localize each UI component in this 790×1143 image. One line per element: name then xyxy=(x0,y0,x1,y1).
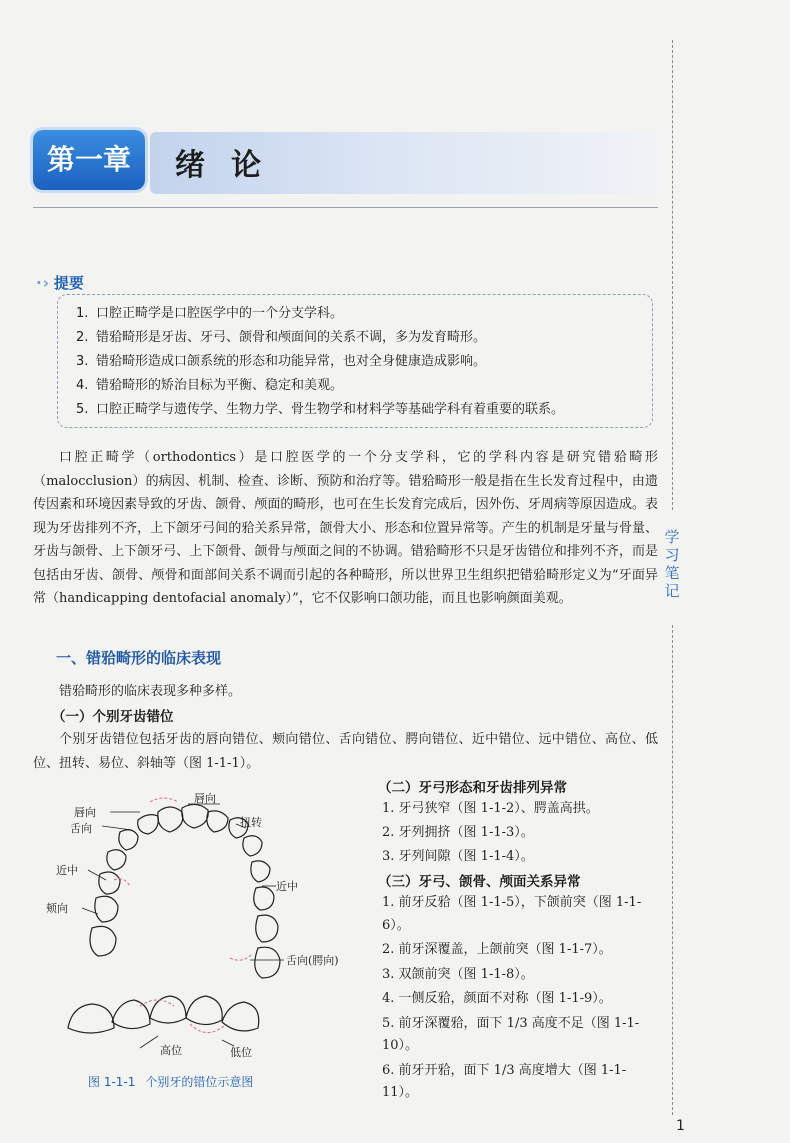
list-item: 1. 前牙反𬌗（图 1-1-5），下颌前突（图 1-1-6）。 xyxy=(382,895,642,933)
summary-item: 1. 口腔正畸学是口腔医学中的一个分支学科。 xyxy=(76,306,344,321)
list-item: 3. 双颌前突（图 1-1-8）。 xyxy=(382,966,534,982)
summary-item: 4. 错𬌗畸形的矫治目标为平衡、稳定和美观。 xyxy=(76,378,344,393)
subsection-3-list xyxy=(382,892,658,1105)
intro-paragraph: 口腔正畸学（orthodontics）是口腔医学的一个分支学科，它的学科内容是研究错𬌗畸形（malocclusion）的病因、机制、检查、诊断、预防和治疗等。错𬌗畸形一般是指在生长发育过程中，由遗传因素和环境因素导致的牙齿、颌骨、颅面的畸形，也可在生长发育完成后，因外伤、牙周病等原因造成。表现为牙齿排列不齐，上下颌牙弓间的𬌗关系异常，颌骨大小、形态和位置异常等。产生的机制是牙量与骨量、牙齿与颌骨、上下颌牙弓、上下颌骨、颌骨与颅面之间的不协调。错𬌗畸形不只是牙齿错位和排列不齐，而是包括由牙齿、颌骨、颅骨和面部间关系不调而引起的各种畸形，所以世界卫生组织把错𬌗畸形定义为“牙面异常（handicapping dentofacial anomaly）”，它不仅影响口颌功能，而且也影响颜面美观。 xyxy=(33,450,658,606)
label-mesial-right: 近中 xyxy=(276,880,298,893)
label-labial: 唇向 xyxy=(74,806,96,819)
label-mesial-left: 近中 xyxy=(56,864,78,877)
tooth-malposition-figure xyxy=(40,790,360,1070)
list-item: 2. 前牙深覆盖，上颌前突（图 1-1-7）。 xyxy=(382,942,612,957)
margin-dashed-line-bottom xyxy=(672,625,673,1115)
subsection-heading-3: （三）牙弓、颌骨、颅面关系异常 xyxy=(378,874,581,890)
ideal-position-outline xyxy=(114,798,252,960)
list-item: 3. 牙列间隙（图 1-1-4）。 xyxy=(382,849,534,864)
summary-list xyxy=(76,302,564,422)
label-lingual: 舌向 xyxy=(70,822,92,835)
chapter-badge: 第一章 xyxy=(33,130,145,190)
margin-dashed-line-top xyxy=(672,40,673,510)
leader-lines xyxy=(82,804,284,1048)
chapter-title: 绪论 xyxy=(175,148,287,183)
label-labial-2: 唇向 xyxy=(194,792,216,805)
section-heading: 一、错𬌗畸形的临床表现 xyxy=(56,649,222,667)
subsection-heading-2: （二）牙弓形态和牙齿排列异常 xyxy=(378,780,567,796)
study-notes-label: 学习笔记 xyxy=(664,528,680,600)
list-item: 6. 前牙开𬌗，面下 1/3 高度增大（图 1-1-11）。 xyxy=(382,1062,627,1100)
dental-arch-drawing xyxy=(90,804,280,978)
summary-heading: ·› 提要 xyxy=(36,274,84,292)
list-item: 5. 前牙深覆𬌗，面下 1/3 高度不足（图 1-1-10）。 xyxy=(382,1015,640,1053)
list-item: 4. 一侧反𬌗，颜面不对称（图 1-1-9）。 xyxy=(382,991,612,1006)
page-number: 1 xyxy=(676,1118,685,1134)
figure-caption: 图 1-1-1 个别牙的错位示意图 xyxy=(88,1075,254,1089)
label-lingual-palatal: 舌向(腭向) xyxy=(286,954,339,967)
label-rotation: 扭转 xyxy=(240,816,262,829)
list-item: 1. 牙弓狭窄（图 1-1-2）、腭盖高拱。 xyxy=(382,801,599,816)
ideal-incisor-outline xyxy=(140,1000,224,1033)
label-high: 高位 xyxy=(160,1044,182,1057)
summary-item: 3. 错𬌗畸形造成口颌系统的形态和功能异常，也对全身健康造成影响。 xyxy=(76,354,487,369)
incisor-row-drawing xyxy=(68,996,259,1033)
header-divider xyxy=(33,207,658,208)
subsection-2-list xyxy=(382,797,658,869)
summary-item: 5. 口腔正畸学与遗传学、生物力学、骨生物学和材料学等基础学科有着重要的联系。 xyxy=(76,402,565,417)
label-buccal: 颊向 xyxy=(46,902,68,915)
summary-item: 2. 错𬌗畸形是牙齿、牙弓、颌骨和颅面间的关系不调，多为发育畸形。 xyxy=(76,330,487,345)
section-intro: 错𬌗畸形的临床表现多种多样。 xyxy=(59,684,242,699)
summary-dots-icon: ·› xyxy=(36,274,50,292)
label-low: 低位 xyxy=(230,1046,252,1059)
list-item: 2. 牙列拥挤（图 1-1-3）。 xyxy=(382,825,534,840)
subsection-1-text: 个别牙齿错位包括牙齿的唇向错位、颊向错位、舌向错位、腭向错位、近中错位、远中错位、高位、低位、扭转、易位、斜轴等（图 1-1-1）。 xyxy=(33,732,658,771)
subsection-heading-1: （一）个别牙齿错位 xyxy=(52,709,174,725)
